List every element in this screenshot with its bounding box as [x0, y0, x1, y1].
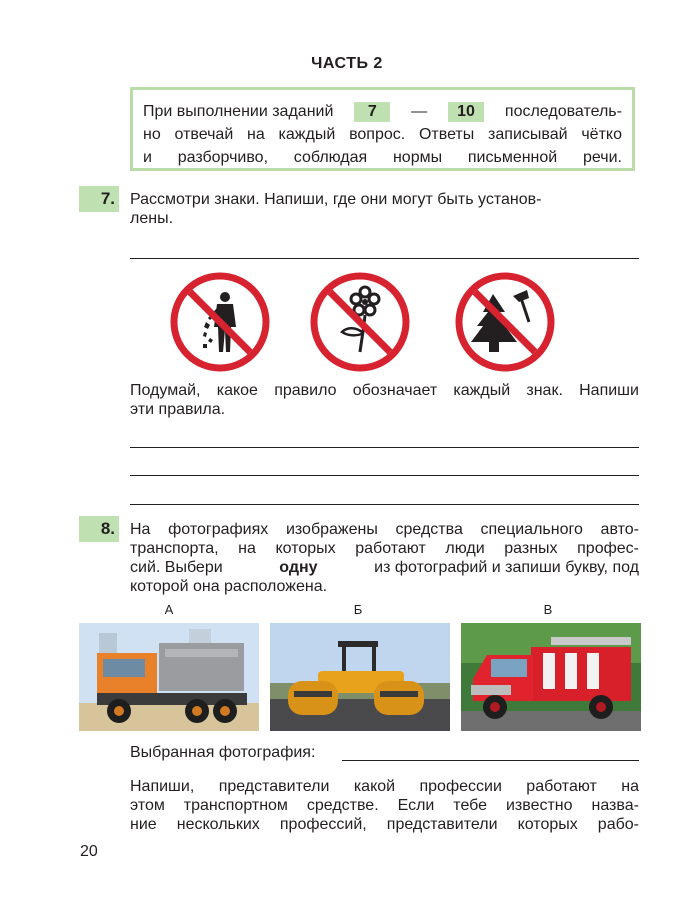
task-8-number: 8. — [79, 516, 119, 542]
road-roller-photo[interactable] — [270, 623, 450, 731]
dump-truck-photo[interactable] — [79, 623, 259, 731]
instructions-box — [130, 87, 635, 171]
instructions-line-1 — [143, 100, 622, 123]
chosen-photo-label: Выбранная фотография: — [130, 744, 316, 761]
instructions-text: последователь- — [504, 103, 622, 120]
chosen-photo-answer-line[interactable] — [342, 760, 639, 761]
answer-line[interactable] — [130, 447, 639, 448]
photo-label-v: В — [543, 602, 553, 617]
instructions-dash: — — [411, 103, 428, 120]
task-7-question: Рассмотри знаки. Напиши, где они могут быть установ- лены. — [130, 191, 542, 227]
task-range-start: 7 — [354, 102, 390, 122]
answer-line[interactable] — [130, 475, 639, 476]
task-range-end: 10 — [448, 102, 484, 122]
answer-line[interactable] — [130, 504, 639, 505]
part-title: ЧАСТЬ 2 — [311, 55, 383, 72]
task-7-number: 7. — [79, 186, 119, 212]
task-7-question-2: Подумай, какое правило обозначает каждый знак. Напиши эти правила. — [130, 382, 639, 418]
photo-label-a: А — [164, 602, 174, 617]
photo-label-b: Б — [353, 602, 363, 617]
fire-truck-photo[interactable] — [461, 623, 641, 731]
task-8-question-2: Напиши, представители какой профессии работают на этом транспортном средстве. Если тебе известно назва- ние нескольких профессий, представители которых рабо- — [130, 778, 639, 833]
no-littering-sign-icon — [170, 272, 270, 372]
emphasis-text: одну — [279, 559, 318, 576]
page-number: 20 — [80, 843, 98, 860]
no-cutting-trees-sign-icon — [455, 272, 555, 372]
instructions-line-2: но отвечай на каждый вопрос. Ответы записывай чётко — [143, 126, 622, 143]
instructions-text: При выполнении заданий — [143, 103, 334, 120]
no-picking-flowers-sign-icon — [310, 272, 410, 372]
answer-line[interactable] — [130, 258, 639, 259]
task-8-question: На фотографиях изображены средства специального авто- транспорта, на которых работают люди разных профес- сий. Выбери одну из фотографий и запиши букву, под которой она расположена. — [130, 521, 639, 595]
instructions-line-3: и разборчиво, соблюдая нормы письменной речи. — [143, 149, 622, 166]
